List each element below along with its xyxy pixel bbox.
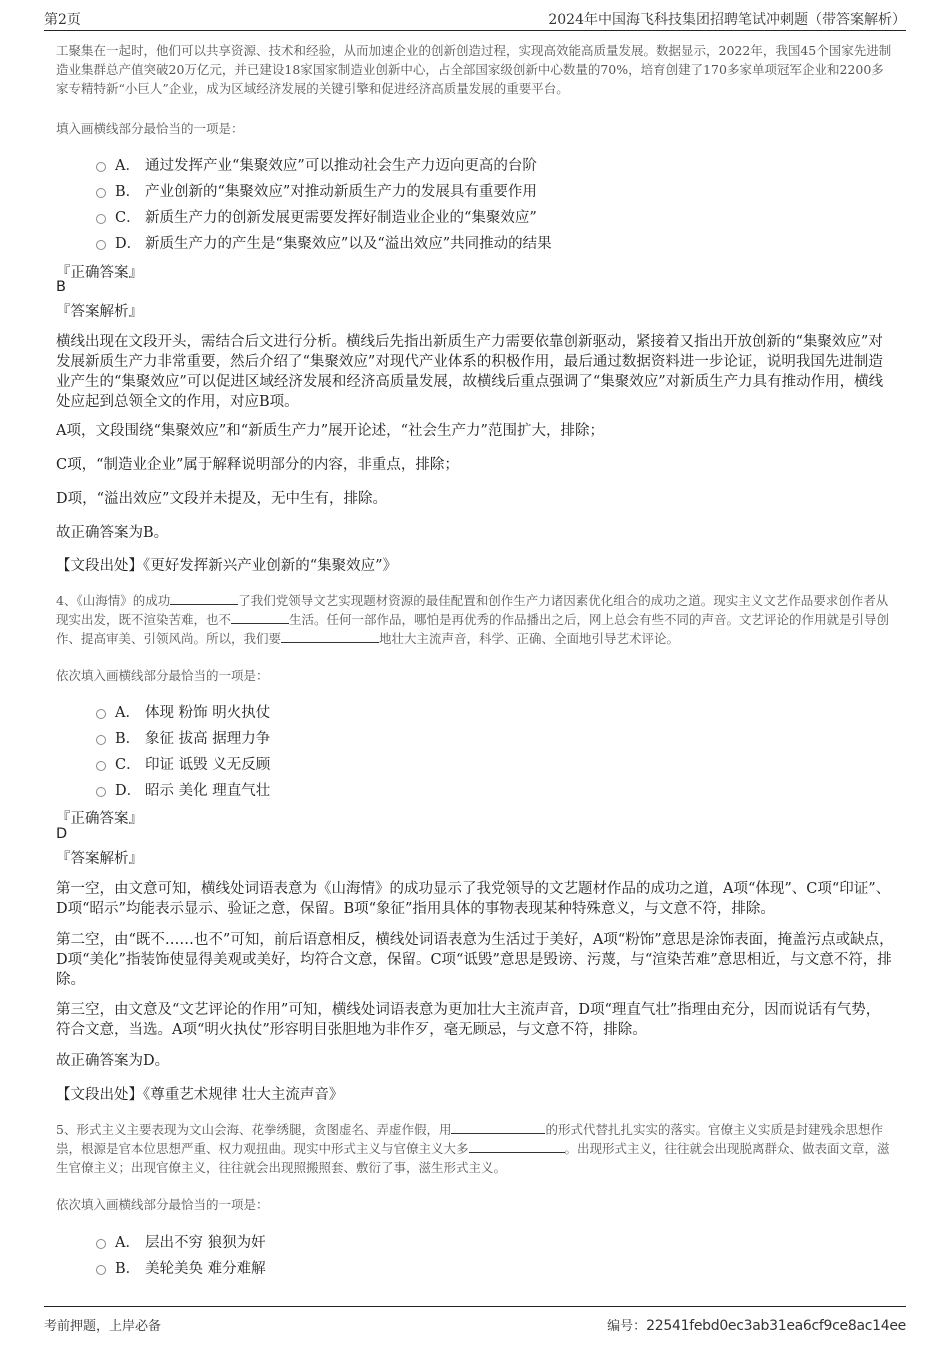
page-number: 第2页 — [44, 12, 81, 28]
radio-icon[interactable] — [96, 162, 106, 172]
blank-line — [469, 1140, 565, 1153]
q4-prompt: 依次填入画横线部分最恰当的一项是： — [56, 668, 269, 683]
blank-line — [451, 1121, 545, 1134]
q4-option-c[interactable]: C． 印证 诋毁 义无反顾 — [96, 753, 270, 774]
q5-stem: 5、形式主义主要表现为文山会海、花拳绣腿，贪图虚名、弄虚作假，用 的形式代替扎扎实实的落实。官僚主义实质是封建残余思想作祟，根源是官本位思想严重、权力观扭曲。现实中形式主义与官僚主义大多 。出现形式主义，往往就会出现脱离群众、做表面文章，滋生官僚主义；出现官僚主义，往往就会出现照搬照套、敷衍了事，滋生形式主义。 — [56, 1122, 890, 1175]
page-header — [44, 0, 906, 31]
q3-analysis-para: 横线出现在文段开头，需结合后文进行分析。横线后先指出新质生产力需要依靠创新驱动，紧接着又指出开放创新的“集聚效应”对发展新质生产力非常重要，然后介绍了“集聚效应”对现代产业体系的积极作用，最后通过数据资料进一步论证，说明我国先进制造业产生的“集聚效应”可以促进区域经济发展和经济高质量发展，故横线后重点强调了“集聚效应”对新质生产力具有推动作用，横线处应起到总领全文的作用，对应B项。 — [56, 334, 884, 410]
q3-option-c[interactable]: C． 新质生产力的创新发展更需要发挥好制造业企业的“集聚效应” — [96, 206, 537, 227]
radio-icon[interactable] — [96, 1265, 106, 1275]
radio-icon[interactable] — [96, 214, 106, 224]
radio-icon[interactable] — [96, 1239, 106, 1249]
radio-icon[interactable] — [96, 188, 106, 198]
radio-icon[interactable] — [96, 761, 106, 771]
q3-source: 【文段出处】《更好发挥新兴产业创新的“集聚效应”》 — [56, 558, 398, 574]
radio-icon[interactable] — [96, 709, 106, 719]
q3-analysis-para: A项，文段围绕“集聚效应”和“新质生产力”展开论述，“社会生产力”范围扩大，排除； — [56, 423, 604, 439]
q4-analysis-para: 故正确答案为D。 — [56, 1053, 170, 1069]
blank-line — [170, 592, 238, 605]
q4-option-a[interactable]: A． 体现 粉饰 明火执仗 — [96, 701, 270, 722]
q3-option-b[interactable]: B． 产业创新的“集聚效应”对推动新质生产力的发展具有重要作用 — [96, 180, 537, 201]
q3-prompt: 填入画横线部分最恰当的一项是： — [56, 121, 244, 136]
radio-icon[interactable] — [96, 240, 106, 250]
q4-answer-label: 『正确答案』 — [56, 811, 143, 827]
q4-analysis-para: 第二空，由“既不……也不”可知，前后语意相反，横线处词语表意为生活过于美好，A项“粉饰”意思是涂饰表面，掩盖污点或缺点，D项“美化”指装饰使显得美观或美好，均符合文意，保留。C项“诋毁”意思是毁谤、污蔑，与“渲染苦难”意思相近，与文意不符，排除。 — [56, 932, 894, 988]
q5-option-b[interactable]: B． 美轮美奂 难分难解 — [96, 1257, 266, 1278]
q3-passage: 工聚集在一起时，他们可以共享资源、技术和经验，从而加速企业的创新创造过程，实现高效能高质量发展。数据显示，2022年，我国45个国家先进制造业集群总产值突破20万亿元，并已建设18家国家制造业创新中心，占全部国家级创新中心数量的70%，培育创建了170多家单项冠军企业和2200多家专精特新“小巨人”企业，成为区域经济发展的关键引擎和促进经济高质量发展的重要平台。 — [56, 43, 892, 96]
q3-option-a[interactable]: A． 通过发挥产业“集聚效应”可以推动社会生产力迈向更高的台阶 — [96, 154, 537, 175]
q4-option-d[interactable]: D． 昭示 美化 理直气壮 — [96, 779, 270, 800]
page-footer — [44, 1306, 906, 1345]
q4-analysis-label: 『答案解析』 — [56, 851, 143, 867]
radio-icon[interactable] — [96, 787, 106, 797]
q4-analysis-para: 第三空，由文意及“文艺评论的作用”可知，横线处词语表意为更加壮大主流声音，D项“理直气壮”指理由充分，因而说话有气势，符合文意，当选。A项“明火执仗”形容明目张胆地为非作歹，毫无顾忌，与文意不符，排除。 — [56, 1002, 881, 1038]
q4-analysis-para: 第一空，由文意可知，横线处词语表意为《山海情》的成功显示了我党领导的文艺题材作品的成功之道，A项“体现”、C项“印证”、D项“昭示”均能表示显示、验证之意，保留。B项“象征”指用具体的事物表现某种特殊意义，与文意不符，排除。 — [56, 881, 891, 917]
q3-answer: B — [56, 279, 66, 295]
blank-line — [231, 611, 289, 624]
q4-source: 【文段出处】《尊重艺术规律 壮大主流声音》 — [56, 1087, 344, 1103]
q3-analysis-para: C项，“制造业企业”属于解释说明部分的内容，非重点，排除； — [56, 457, 459, 473]
q5-option-a[interactable]: A． 层出不穷 狼狈为奸 — [96, 1231, 266, 1252]
q3-answer-label: 『正确答案』 — [56, 265, 143, 281]
radio-icon[interactable] — [96, 735, 106, 745]
q4-option-b[interactable]: B． 象征 拔高 据理力争 — [96, 727, 270, 748]
q3-analysis-para: D项，“溢出效应”文段并未提及，无中生有，排除。 — [56, 491, 387, 507]
q4-stem: 4、《山海情》的成功 了我们党领导文艺实现题材资源的最佳配置和创作生产力诸因素优化组合的成功之道。现实主义文艺作品要求创作者从现实出发，既不渲染苦难，也不 生活。任何一部作品，哪怕是再优秀的作品播出之后，网上总会有些不同的声音。文艺评论的作用就是引导创作、提高审美、引领风尚。所以，我们要 地壮大主流声音，科学、正确、全面地引导艺术评论。 — [56, 593, 890, 646]
q3-analysis-label: 『答案解析』 — [56, 304, 143, 320]
q4-answer: D — [56, 826, 68, 842]
document-title: 2024年中国海飞科技集团招聘笔试冲刺题（带答案解析） — [548, 12, 906, 28]
q3-option-d[interactable]: D． 新质生产力的产生是“集聚效应”以及“溢出效应”共同推动的结果 — [96, 232, 552, 253]
document-id: 编号：22541febd0ec3ab31ea6cf9ce8ac14ee — [607, 1318, 906, 1334]
blank-line — [281, 630, 379, 643]
q5-prompt: 依次填入画横线部分最恰当的一项是： — [56, 1197, 269, 1212]
q3-analysis-para: 故正确答案为B。 — [56, 525, 169, 541]
footer-slogan: 考前押题，上岸必备 — [44, 1319, 162, 1334]
